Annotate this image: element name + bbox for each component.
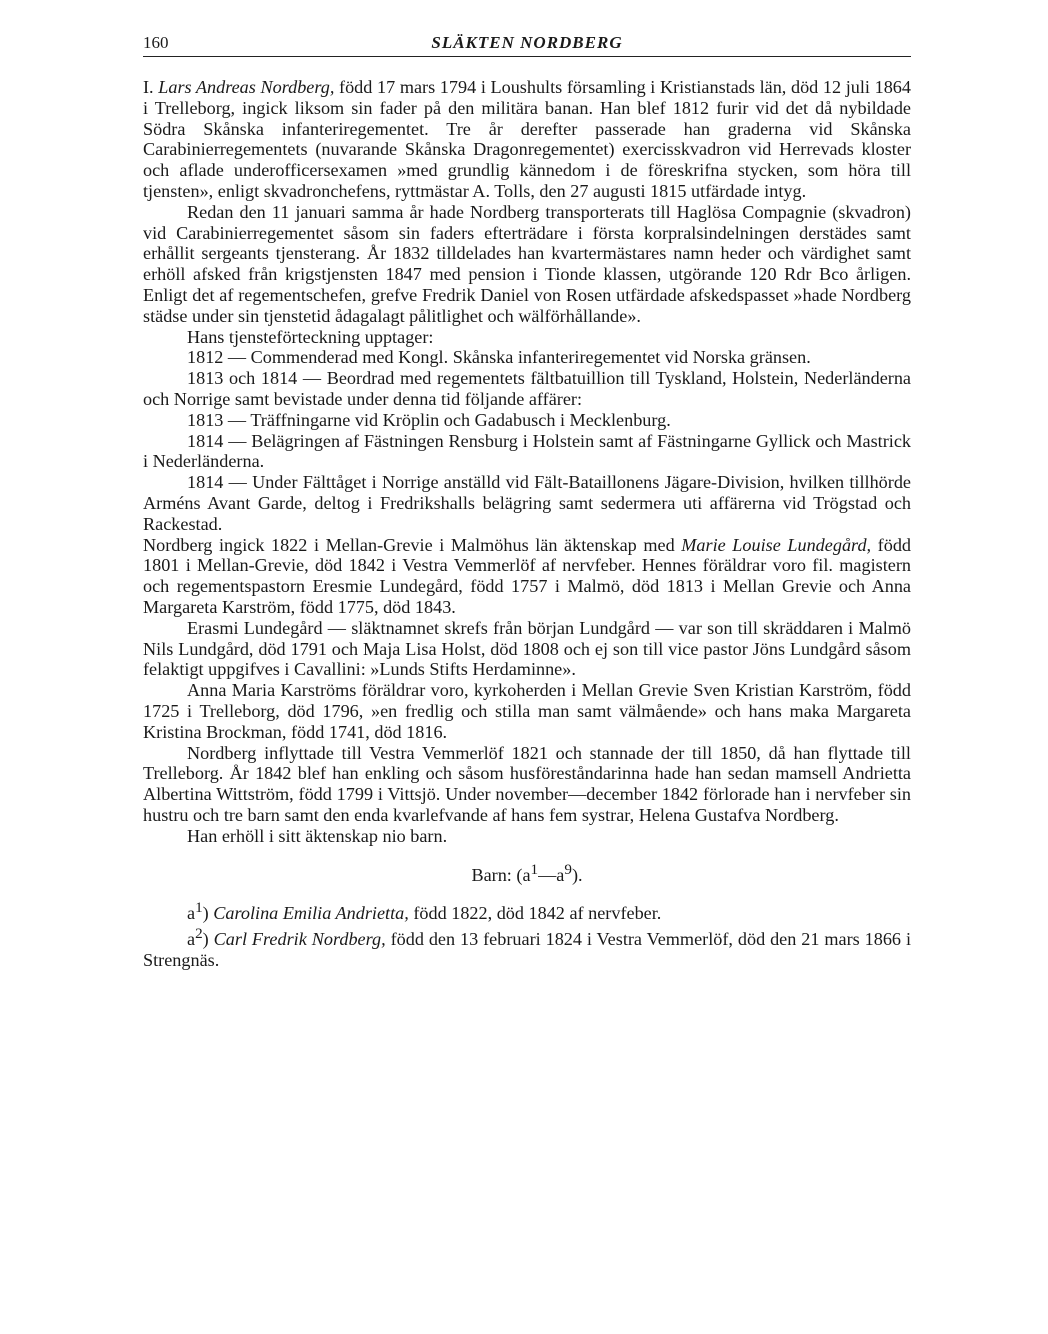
person-name: Carolina Emilia Andrietta, bbox=[213, 903, 409, 924]
paragraph: Hans tjensteförteckning upptager: bbox=[187, 326, 434, 347]
person-name: Carl Fredrik Nordberg, bbox=[213, 929, 386, 950]
child-entry: $a^1$) Carolina Emilia Andrietta, född 1822, död 1842 af nervfeber. bbox=[187, 899, 662, 924]
page-title: SLÄKTEN NORDBERG bbox=[431, 33, 623, 52]
service-record-entry: 1812 — Commenderad med Kongl. Skånska infanteriregementet vid Norska gränsen. bbox=[187, 347, 811, 368]
service-record-entry: 1814 — Under Fälttåget i Norrige anställd vid Fält-Bataillonens Jägare-Division, hvilken tillhörde Arméns Avant Garde, deltog i Fredrikshalls belägring samt sedermera uti affärerna vid Trögstad och Rackestad. bbox=[143, 472, 911, 534]
service-record-entry: 1813 och 1814 — Beordrad med regementets fältbatuillion till Tyskland, Holstein, Nederländerna och Norrige samt bevistade under denna tid följande affärer: bbox=[143, 368, 911, 409]
page-number: 160 bbox=[143, 33, 169, 52]
paragraph: Han erhöll i sitt äktenskap nio barn. bbox=[187, 825, 448, 846]
children-heading: Barn: $(a^1—a^9)$. bbox=[471, 861, 583, 886]
person-name: Marie Louise Lundegård, bbox=[681, 534, 872, 555]
paragraph: Anna Maria Karströms föräldrar voro, kyrkoherden i Mellan Grevie Sven Kristian Karström, född 1725 i Trelleborg, död 1796, »en fredlig och stilla man samt välmående» och hans maka Margareta Kristina Brockman, född 1741, död 1816. bbox=[143, 680, 911, 742]
child-entry: $a^2$) Carl Fredrik Nordberg, född den 13 februari 1824 i Vestra Vemmerlöf, död den 21 mars 1866 i Strengnäs. bbox=[143, 925, 911, 971]
person-name: Lars Andreas Nordberg, bbox=[158, 77, 335, 97]
paragraph: Redan den 11 januari samma år hade Nordberg transporterats till Haglösa Compagnie (skvadron) vid Carabinierregementet såsom sin faders efterträdare i första korpralsindelningen derstädes samt erhållit sergeants tjensterang. År 1832 tilldelades han kvartermästares namn heder och värdighet samt erhöll afsked från krigstjensten 1847 med pension i Tionde klassen, utgörande 120 Rdr Bco årligen. Enligt det af regementschefen, grefve Fredrik Daniel von Rosen utfärdade afskedspasset »hade Nordberg städse under sin tjenstetid ådagalagt pålitlighet och wälförhållande». bbox=[143, 201, 911, 326]
running-header bbox=[143, 30, 911, 57]
main-text bbox=[143, 77, 911, 971]
paragraph-lars-andreas-intro: I. Lars Andreas Nordberg, född 17 mars 1794 i Loushults församling i Kristianstads län, död 12 juli 1864 i Trelleborg, ingick liksom sin fader på den militära banan. Han blef 1812 furir vid det då nybildade Södra Skånska infanteriregementet. Tre år derefter passerade han graderna vid Skånska Carabinierregementets (nuvarande Skånska Dragonregementet) exercisskvadron vid Herrevads kloster och aflade underofficersexamen »med grundlig kännedom i de föreskrifna stycken, som höra till tjensten», enligt skvadronchefens, ryttmästar A. Tolls, den 27 augusti 1815 utfärdade intyg. bbox=[143, 77, 911, 201]
paragraph: Erasmi Lundegård — släktnamnet skrefs från början Lundgård — var son till skräddaren i Malmö Nils Lundgård, död 1791 och Maja Lisa Holst, död 1808 och ej son till vice pastor Jöns Lundgård såsom felaktigt uppgifves i Cavallini: »Lunds Stifts Herdaminne». bbox=[143, 617, 911, 680]
paragraph-marriage: Nordberg ingick 1822 i Mellan-Grevie i Malmöhus län äktenskap med Marie Louise Lundegård, född 1801 i Mellan-Grevie, död 1842 i Vestra Vemmerlöf af nervfeber. Hennes föräldrar voro fil. magistern och regementspastorn Eresmie Lundegård, född 1757 i Malmö, död 1813 i Mellan Grevie och Anna Margareta Karström, född 1775, död 1843. bbox=[143, 534, 912, 617]
paragraph: Nordberg inflyttade till Vestra Vemmerlöf 1821 och stannade der till 1850, då han flyttade till Trelleborg. År 1842 blef han enkling och såsom husföreståndarinna hade han sedan mamsell Andrietta Albertina Wittström, född 1799 i Vittsjö. Under november—december 1842 förlorade han i nervfeber sin hustru och tre barn samt den enda kvarlefvande af hans fem systrar, Helena Gustafva Nordberg. bbox=[143, 742, 911, 825]
service-record-entry: 1814 — Belägringen af Fästningen Rensburg i Holstein samt af Fästningarne Gyllick och Mastrick i Nederländerna. bbox=[143, 430, 911, 472]
service-record-entry: 1813 — Träffningarne vid Kröplin och Gadabusch i Mecklenburg. bbox=[187, 409, 671, 430]
